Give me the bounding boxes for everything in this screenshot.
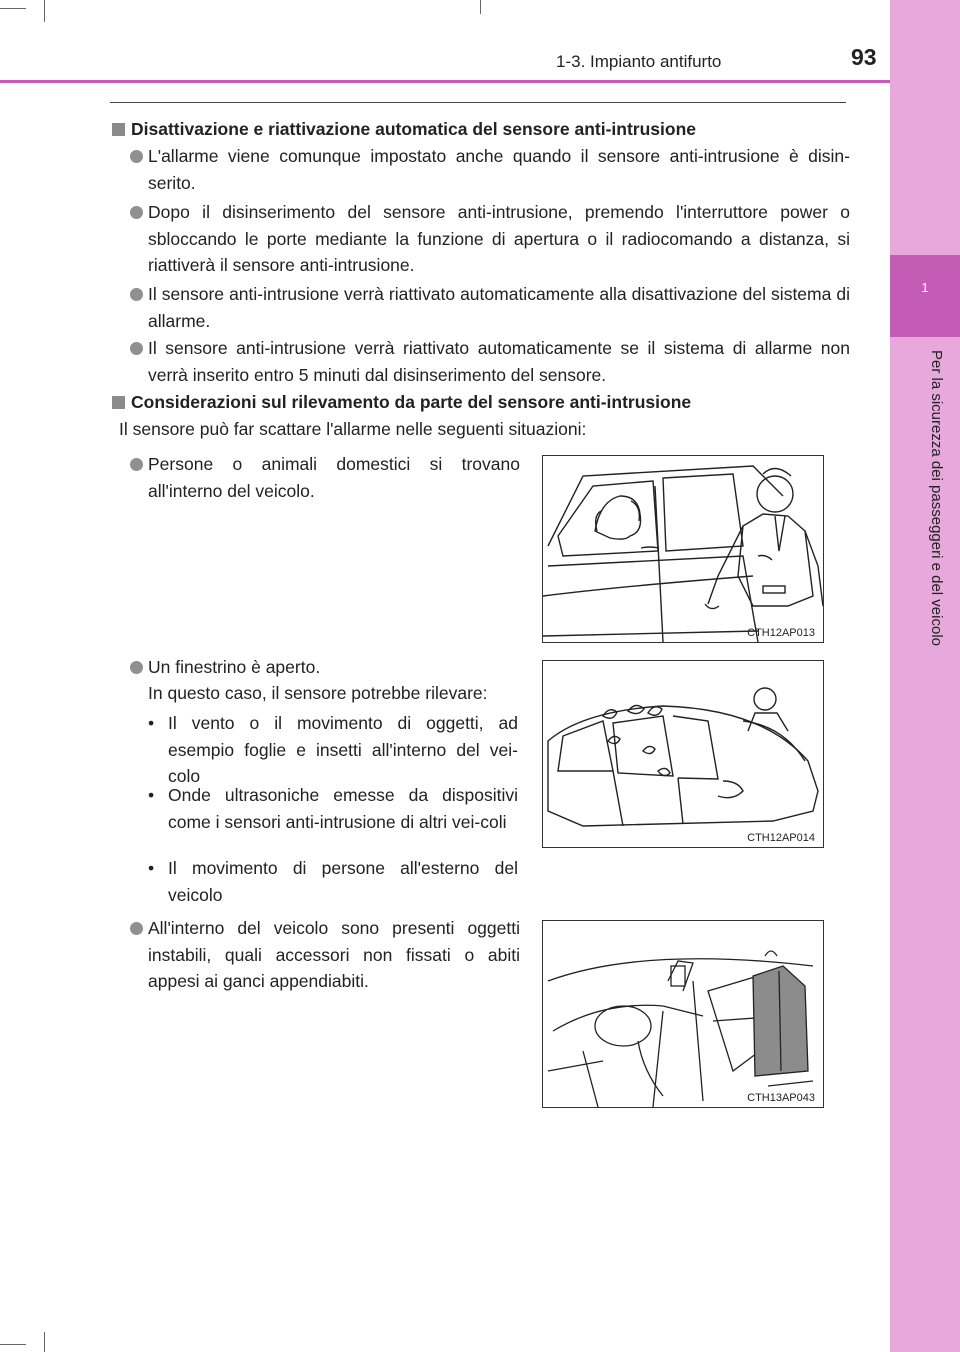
section2-intro: Il sensore può far scattare l'allarme nelle seguenti situazioni: xyxy=(119,419,587,439)
bullet-icon xyxy=(130,206,143,219)
section2-heading xyxy=(112,389,852,415)
page-number: 93 xyxy=(851,44,877,70)
car-side-illustration xyxy=(543,456,823,642)
crop-mark xyxy=(0,1344,26,1345)
bullet-icon xyxy=(130,458,143,471)
figure-open-window xyxy=(542,660,824,848)
section2-subitem-3: Il movimento di persone all'esterno del veicolo xyxy=(168,858,518,905)
section1-bullet-1: L'allarme viene comunque impostato anche quando il sensore anti-intrusione è disin-serito. xyxy=(148,146,850,193)
figure-code: CTH12AP014 xyxy=(747,832,815,844)
section2-title: Considerazioni sul rilevamento da parte del sensore anti-intrusione xyxy=(131,392,692,412)
dash-bullet: • xyxy=(148,713,155,733)
open-car-illustration xyxy=(543,661,823,847)
section1-title: Disattivazione e riattivazione automatica del sensore anti-intrusione xyxy=(131,119,697,139)
header-rule xyxy=(0,80,890,83)
section1-bullet-4: Il sensore anti-intrusione verrà riattivato automaticamente se il sistema di allarme non verrà inserito entro 5 minuti dal disinserimento del sensore. xyxy=(148,338,850,385)
dash-bullet: • xyxy=(148,785,155,805)
section2-item-2-line2: In questo caso, il sensore potrebbe rilevare: xyxy=(148,683,488,703)
crop-mark xyxy=(44,0,45,22)
crop-mark xyxy=(480,0,481,14)
section1-bullet-2: Dopo il disinserimento del sensore anti-intrusione, premendo l'interruttore power o sbloccando le porte mediante la funzione di apertura o il radiocomando a distanza, si riattiverà il sensore anti-intrusione. xyxy=(148,202,850,275)
crop-mark xyxy=(0,8,26,9)
square-bullet-icon xyxy=(112,396,125,409)
section-header: 1-3. Impianto antifurto xyxy=(556,52,722,71)
bullet-icon xyxy=(130,342,143,355)
dash-bullet: • xyxy=(148,858,155,878)
chapter-title: Per la sicurezza dei passeggeri e del veicolo xyxy=(928,350,945,646)
square-bullet-icon xyxy=(112,123,125,136)
crop-mark xyxy=(44,1332,45,1352)
section2-item-2-line1: Un finestrino è aperto. xyxy=(148,657,321,677)
content-rule xyxy=(110,102,846,103)
section2-subitem-1: Il vento o il movimento di oggetti, ad esempio foglie e insetti all'interno del vei-colo xyxy=(168,713,518,786)
bullet-icon xyxy=(130,288,143,301)
chapter-number: 1 xyxy=(921,280,929,295)
bullet-icon xyxy=(130,922,143,935)
figure-code: CTH13AP043 xyxy=(747,1092,815,1104)
chapter-side-tab-active xyxy=(890,255,960,337)
bullet-icon xyxy=(130,150,143,163)
figure-interior xyxy=(542,920,824,1108)
bullet-icon xyxy=(130,661,143,674)
section1-heading xyxy=(112,116,852,142)
figure-person-dog xyxy=(542,455,824,643)
figure-code: CTH12AP013 xyxy=(747,627,815,639)
section2-subitem-2: Onde ultrasoniche emesse da dispositivi come i sensori anti-intrusione di altri vei-coli xyxy=(168,785,518,832)
section2-item-1: Persone o animali domestici si trovano all'interno del veicolo. xyxy=(148,454,520,501)
section1-bullet-3: Il sensore anti-intrusione verrà riattivato automaticamente alla disattivazione del sistema di allarme. xyxy=(148,284,850,331)
section2-item-3: All'interno del veicolo sono presenti oggetti instabili, quali accessori non fissati o abiti appesi ai ganci appendiabiti. xyxy=(148,918,520,991)
car-interior-illustration xyxy=(543,921,823,1107)
